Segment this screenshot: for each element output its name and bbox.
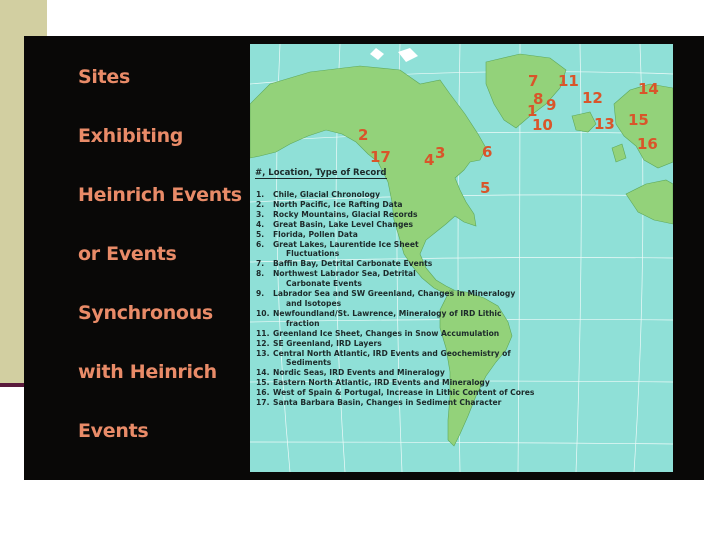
site-label-17: 17 (370, 148, 391, 166)
legend-item-17: 17. Santa Barbara Basin, Changes in Sediment Character (256, 398, 502, 408)
legend-item-15: 15. Eastern North Atlantic, IRD Events and Mineralogy (256, 378, 490, 388)
legend-item-3: 3. Rocky Mountains, Glacial Records (256, 209, 418, 219)
legend-item-8-cont: Carbonate Events (286, 279, 362, 289)
site-label-4: 4 (424, 151, 435, 169)
title-line-2: Exhibiting (78, 125, 184, 147)
legend-list (256, 190, 556, 408)
site-label-3: 3 (435, 144, 446, 162)
legend-item-10-cont: fraction (286, 318, 320, 328)
site-label-6: 6 (482, 143, 493, 161)
site-label-14: 14 (638, 80, 659, 98)
site-label-1: 1 (527, 102, 538, 120)
legend-item-5: 5. Florida, Pollen Data (256, 229, 358, 239)
title-line-4: or Events (78, 243, 177, 265)
site-label-10: 10 (532, 116, 553, 134)
legend-item-10: 10. Newfoundland/St. Lawrence, Mineralogy of IRD Lithic (256, 308, 502, 318)
legend-item-14: 14. Nordic Seas, IRD Events and Mineralogy (256, 368, 445, 378)
legend-item-9-cont: and Isotopes (286, 298, 342, 308)
site-label-13: 13 (594, 115, 615, 133)
site-label-2: 2 (358, 126, 369, 144)
site-label-16: 16 (637, 135, 658, 153)
legend-item-2: 2. North Pacific, Ice Rafting Data (256, 199, 403, 209)
title-line-3: Heinrich Events (78, 184, 242, 206)
site-label-8: 8 (533, 90, 544, 108)
slide-photo (24, 36, 704, 480)
title-line-5: Synchronous (78, 302, 213, 324)
site-label-5: 5 (480, 179, 491, 197)
site-label-11: 11 (558, 72, 579, 90)
site-label-7: 7 (528, 72, 539, 90)
legend-item-11: 11. Greenland Ice Sheet, Changes in Snow Accumulation (256, 328, 500, 338)
legend-item-6: 6. Great Lakes, Laurentide Ice Sheet (256, 239, 419, 249)
legend-item-1: 1. Chile, Glacial Chronology (256, 190, 381, 199)
legend-item-6-cont: Fluctuations (286, 249, 340, 259)
title-line-1: Sites (78, 66, 130, 88)
legend-header: #, Location, Type of Record (255, 168, 387, 178)
site-label-15: 15 (628, 111, 649, 129)
legend-item-13: 13. Central North Atlantic, IRD Events and Geochemistry of (256, 348, 511, 358)
legend-item-9: 9. Labrador Sea and SW Greenland, Changes in Mineralogy (256, 289, 516, 299)
legend-item-7: 7. Baffin Bay, Detrital Carbonate Events (256, 259, 433, 269)
site-label-9: 9 (546, 96, 557, 114)
title-line-7: Events (78, 420, 149, 442)
title-line-6: with Heinrich (78, 361, 217, 383)
world-map (250, 44, 673, 472)
legend-item-13-cont: Sediments (286, 358, 332, 368)
legend-item-12: 12. SE Greenland, IRD Layers (256, 338, 382, 348)
legend-item-4: 4. Great Basin, Lake Level Changes (256, 219, 414, 229)
legend-item-16: 16. West of Spain & Portugal, Increase in Lithic Content of Cores (256, 388, 535, 398)
site-label-12: 12 (582, 89, 603, 107)
legend-item-8: 8. Northwest Labrador Sea, Detrital (256, 269, 416, 279)
